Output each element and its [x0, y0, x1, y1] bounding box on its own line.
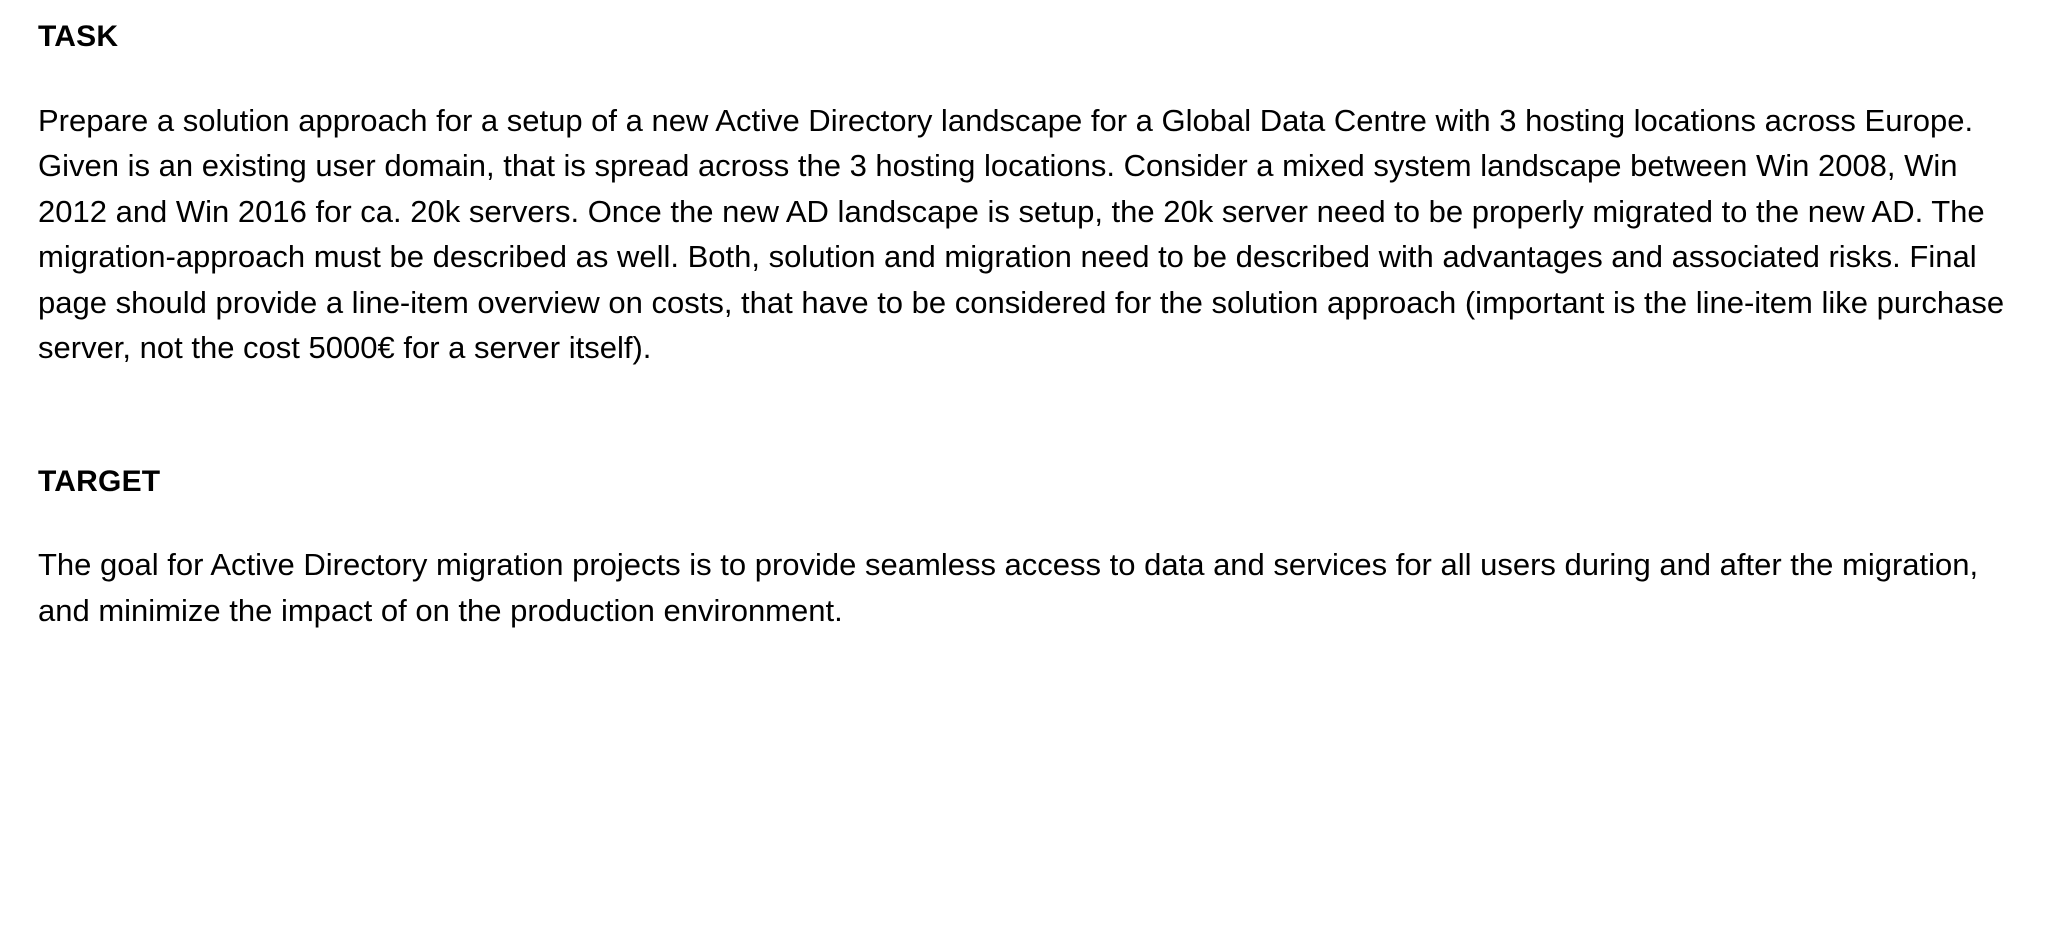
task-heading: TASK — [38, 20, 119, 53]
target-heading: TARGET — [38, 464, 161, 498]
task-paragraph: Prepare a solution approach for a setup of a new Active Directory landscape for a Global Data Centre with 3 hosting locations across Europe. Given is an existing user domain, that is spread across the 3 hosting locations. Consider a mixed system landscape between Win 2008, Win 2012 and Win 2016 for ca. 20k servers. Once the new AD landscape is setup, the 20k server need to be properly migrated to the new AD. The migration-approach must be described as well. Both, solution and migration need to be described with advantages and associated risks. Final page should provide a line-item overview on costs, that have to be considered for the solution approach (important is the line-item like purchase server, not the cost 5000€ for a server itself). — [38, 102, 2005, 366]
spacer-target — [38, 500, 2016, 542]
spacer-task — [38, 56, 2016, 98]
target-paragraph: The goal for Active Directory migration projects is to provide seamless access to data and services for all users during and after the migration, and minimize the impact of on the production environment. — [38, 547, 1979, 628]
spacer-between-sections — [38, 371, 2016, 463]
